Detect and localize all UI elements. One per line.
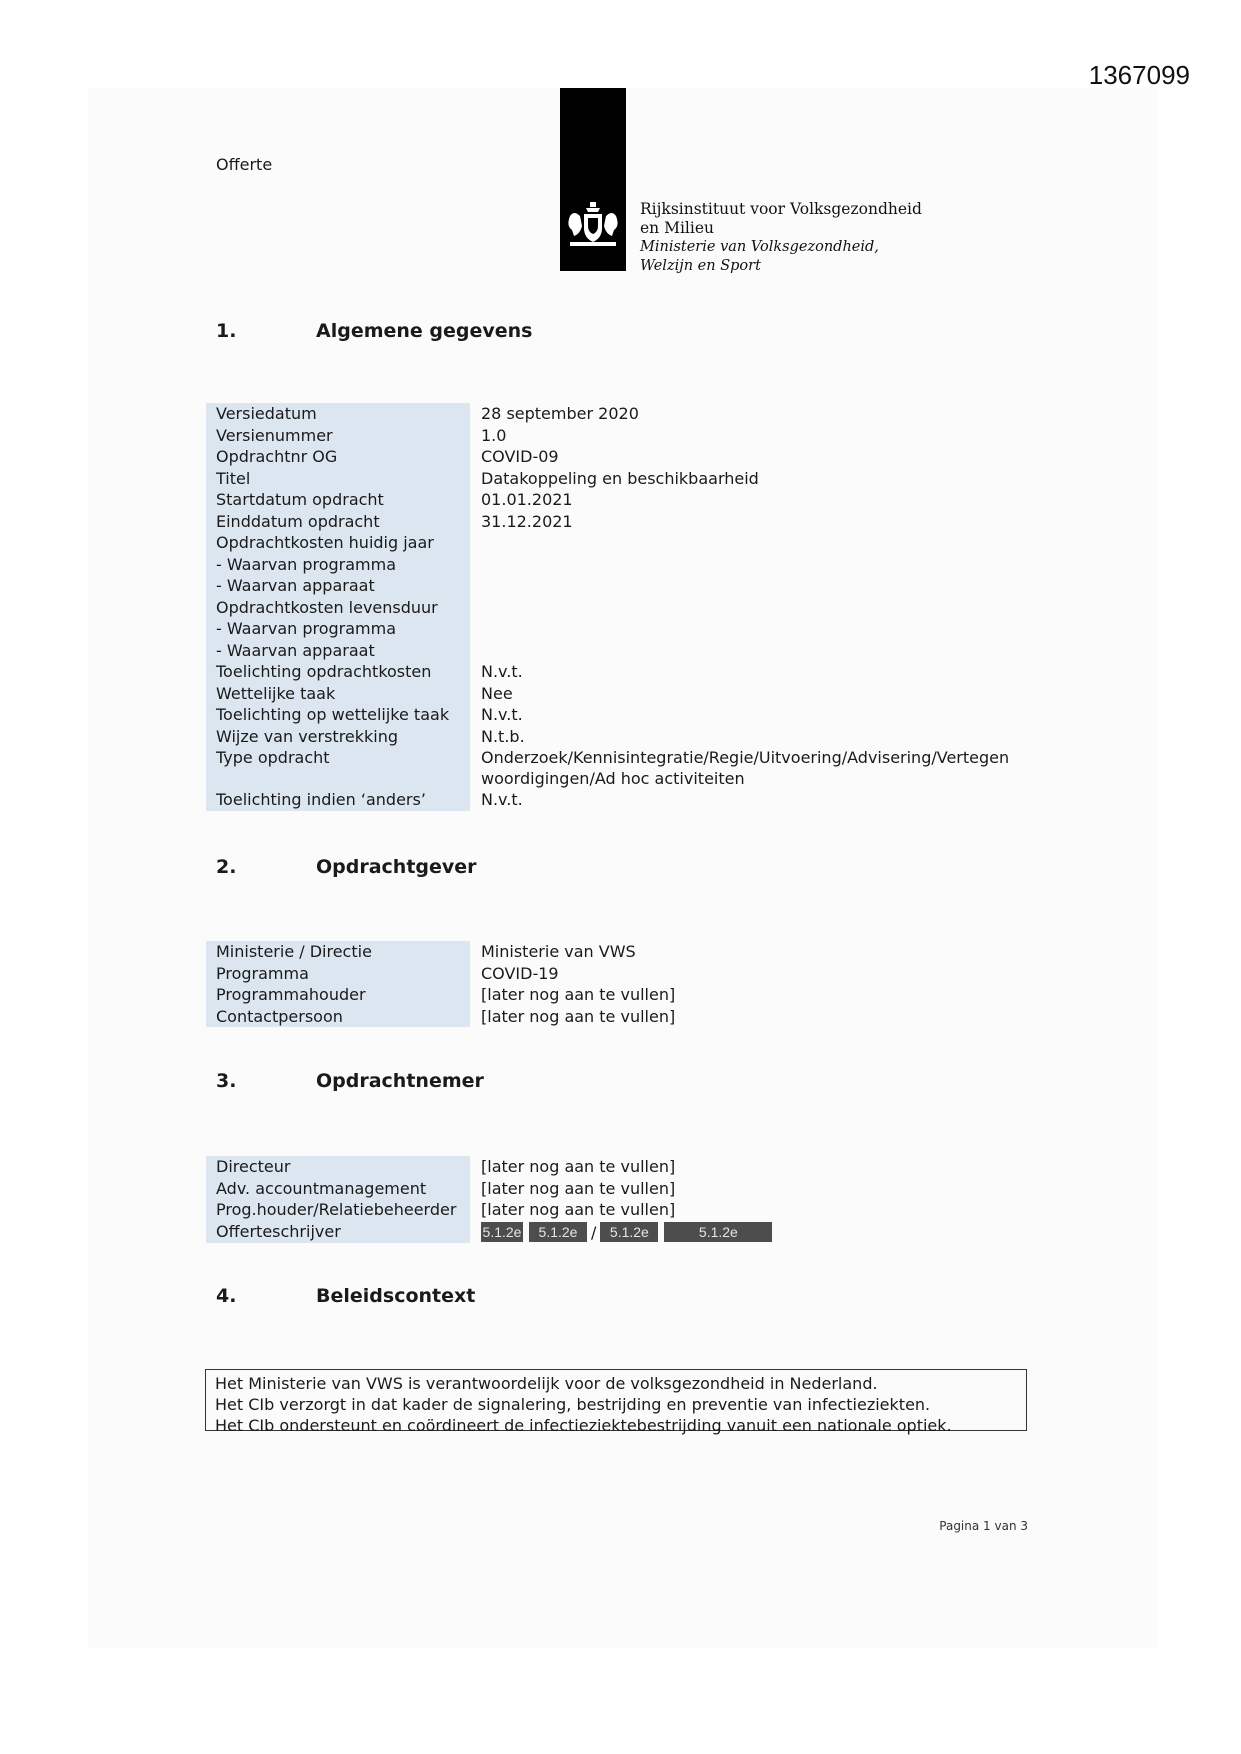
field-label: Titel xyxy=(206,468,470,490)
section-number: 2. xyxy=(216,856,237,878)
document-id: 1367099 xyxy=(1088,60,1190,90)
organization-name xyxy=(640,200,922,276)
section-number: 3. xyxy=(216,1070,237,1092)
field-label: Offerteschrijver xyxy=(206,1221,470,1243)
section-number: 1. xyxy=(216,320,237,342)
table-row xyxy=(206,532,1041,554)
table-row xyxy=(206,468,1041,490)
table-row xyxy=(206,963,1041,985)
field-value: [later nog aan te vullen] xyxy=(481,1200,676,1219)
client-data-table xyxy=(206,941,1041,1027)
table-row xyxy=(206,425,1041,447)
field-value xyxy=(470,554,1041,576)
field-value: 1.0 xyxy=(481,425,507,445)
table-row xyxy=(206,1178,1041,1200)
field-value: [later nog aan te vullen] xyxy=(481,985,676,1004)
field-value: 31.12.2021 xyxy=(481,511,573,531)
field-value: N.v.t. xyxy=(481,705,523,724)
field-label: Wettelijke taak xyxy=(206,683,470,705)
coat-of-arms-icon xyxy=(564,200,622,250)
org-line-3: Ministerie van Volksgezondheid, xyxy=(640,239,879,255)
section-heading-client xyxy=(216,856,477,878)
field-value xyxy=(470,618,1041,640)
section-heading-policy-context xyxy=(216,1285,475,1307)
field-label: - Waarvan apparaat xyxy=(206,575,470,597)
table-row xyxy=(206,941,1041,963)
field-value: [later nog aan te vullen] xyxy=(481,1006,676,1026)
field-label: Directeur xyxy=(206,1156,470,1178)
document-type-label: Offerte xyxy=(216,155,273,174)
field-value xyxy=(470,532,1041,554)
field-label: Programma xyxy=(206,963,470,985)
section-heading-general xyxy=(216,320,533,342)
field-label: Adv. accountmanagement xyxy=(206,1178,470,1200)
policy-context-line: Het CIb ondersteunt en coördineert de infectieziektebestrijding vanuit een nationale optiek. xyxy=(215,1416,952,1435)
field-label: Einddatum opdracht xyxy=(206,511,470,533)
table-row xyxy=(206,984,1041,1006)
field-label: Versiedatum xyxy=(206,403,470,425)
field-value: [later nog aan te vullen] xyxy=(481,1178,676,1198)
policy-context-line: Het CIb verzorgt in dat kader de signalering, bestrijding en preventie van infectieziekten. xyxy=(215,1395,931,1414)
table-row xyxy=(206,511,1041,533)
table-row xyxy=(206,704,1041,726)
table-row xyxy=(206,554,1041,576)
field-label: Contactpersoon xyxy=(206,1006,470,1028)
table-row xyxy=(206,747,1041,789)
field-label: Ministerie / Directie xyxy=(206,941,470,963)
field-label: Opdrachtkosten levensduur xyxy=(206,597,470,619)
table-row xyxy=(206,489,1041,511)
field-label: Opdrachtnr OG xyxy=(206,446,470,468)
table-row xyxy=(206,1221,1041,1243)
field-value: COVID-09 xyxy=(481,447,559,466)
table-row xyxy=(206,661,1041,683)
general-data-table xyxy=(206,403,1041,811)
field-label: Toelichting indien ‘anders’ xyxy=(206,789,470,811)
redaction-block: 5.1.2e xyxy=(664,1222,772,1242)
org-line-2: en Milieu xyxy=(640,219,714,237)
table-row xyxy=(206,446,1041,468)
redaction-block: 5.1.2e xyxy=(482,1224,522,1240)
section-heading-contractor xyxy=(216,1070,484,1092)
field-value: Nee xyxy=(481,683,513,703)
field-value: [later nog aan te vullen] xyxy=(481,1157,676,1176)
section-title: Beleidscontext xyxy=(316,1285,476,1307)
table-row xyxy=(206,1006,1041,1028)
field-value xyxy=(470,640,1041,662)
table-row xyxy=(206,403,1041,425)
org-line-1: Rijksinstituut voor Volksgezondheid xyxy=(640,200,922,218)
field-label: Programmahouder xyxy=(206,984,470,1006)
redaction-separator: / xyxy=(591,1222,597,1242)
government-logo xyxy=(560,88,626,271)
redacted-values xyxy=(481,1222,1041,1243)
table-row xyxy=(206,618,1041,640)
section-title: Opdrachtnemer xyxy=(316,1070,484,1092)
table-row xyxy=(206,683,1041,705)
policy-context-line: Het Ministerie van VWS is verantwoordelijk voor de volksgezondheid in Nederland. xyxy=(215,1374,878,1393)
field-label: - Waarvan programma xyxy=(206,554,470,576)
field-value: 28 september 2020 xyxy=(481,404,639,423)
field-label: Prog.houder/Relatiebeheerder xyxy=(206,1199,470,1221)
field-value xyxy=(470,1221,1041,1243)
table-row xyxy=(206,789,1041,811)
field-label: Toelichting op wettelijke taak xyxy=(206,704,470,726)
policy-context-box xyxy=(205,1369,1027,1435)
org-line-4: Welzijn en Sport xyxy=(640,258,761,274)
field-value: COVID-19 xyxy=(481,963,559,983)
field-label: Wijze van verstrekking xyxy=(206,726,470,748)
page-number: Pagina 1 van 3 xyxy=(939,1519,1028,1533)
table-row xyxy=(206,597,1041,619)
contractor-data-table xyxy=(206,1156,1041,1243)
field-label: - Waarvan programma xyxy=(206,618,470,640)
table-row xyxy=(206,1199,1041,1221)
field-value: N.v.t. xyxy=(481,790,523,809)
section-number: 4. xyxy=(216,1285,237,1307)
field-value xyxy=(470,597,1041,619)
field-value: 01.01.2021 xyxy=(481,490,573,509)
section-title: Algemene gegevens xyxy=(316,320,533,342)
field-value: N.t.b. xyxy=(481,726,525,746)
table-row xyxy=(206,726,1041,748)
field-label: Opdrachtkosten huidig jaar xyxy=(206,532,470,554)
table-row xyxy=(206,640,1041,662)
field-value: Onderzoek/Kennisintegratie/Regie/Uitvoering/Advisering/Vertegen woordigingen/Ad hoc activiteiten xyxy=(481,748,1010,788)
table-row xyxy=(206,1156,1041,1178)
field-value: Ministerie van VWS xyxy=(481,942,636,961)
table-row xyxy=(206,575,1041,597)
redaction-block: 5.1.2e xyxy=(529,1222,587,1242)
field-value: N.v.t. xyxy=(481,662,523,681)
field-label: Toelichting opdrachtkosten xyxy=(206,661,470,683)
redaction-block: 5.1.2e xyxy=(600,1222,658,1242)
field-label: Versienummer xyxy=(206,425,470,447)
field-label: Startdatum opdracht xyxy=(206,489,470,511)
field-value xyxy=(470,575,1041,597)
field-label: - Waarvan apparaat xyxy=(206,640,470,662)
field-value: Datakoppeling en beschikbaarheid xyxy=(481,468,759,488)
field-label: Type opdracht xyxy=(206,747,470,789)
section-title: Opdrachtgever xyxy=(316,856,477,878)
